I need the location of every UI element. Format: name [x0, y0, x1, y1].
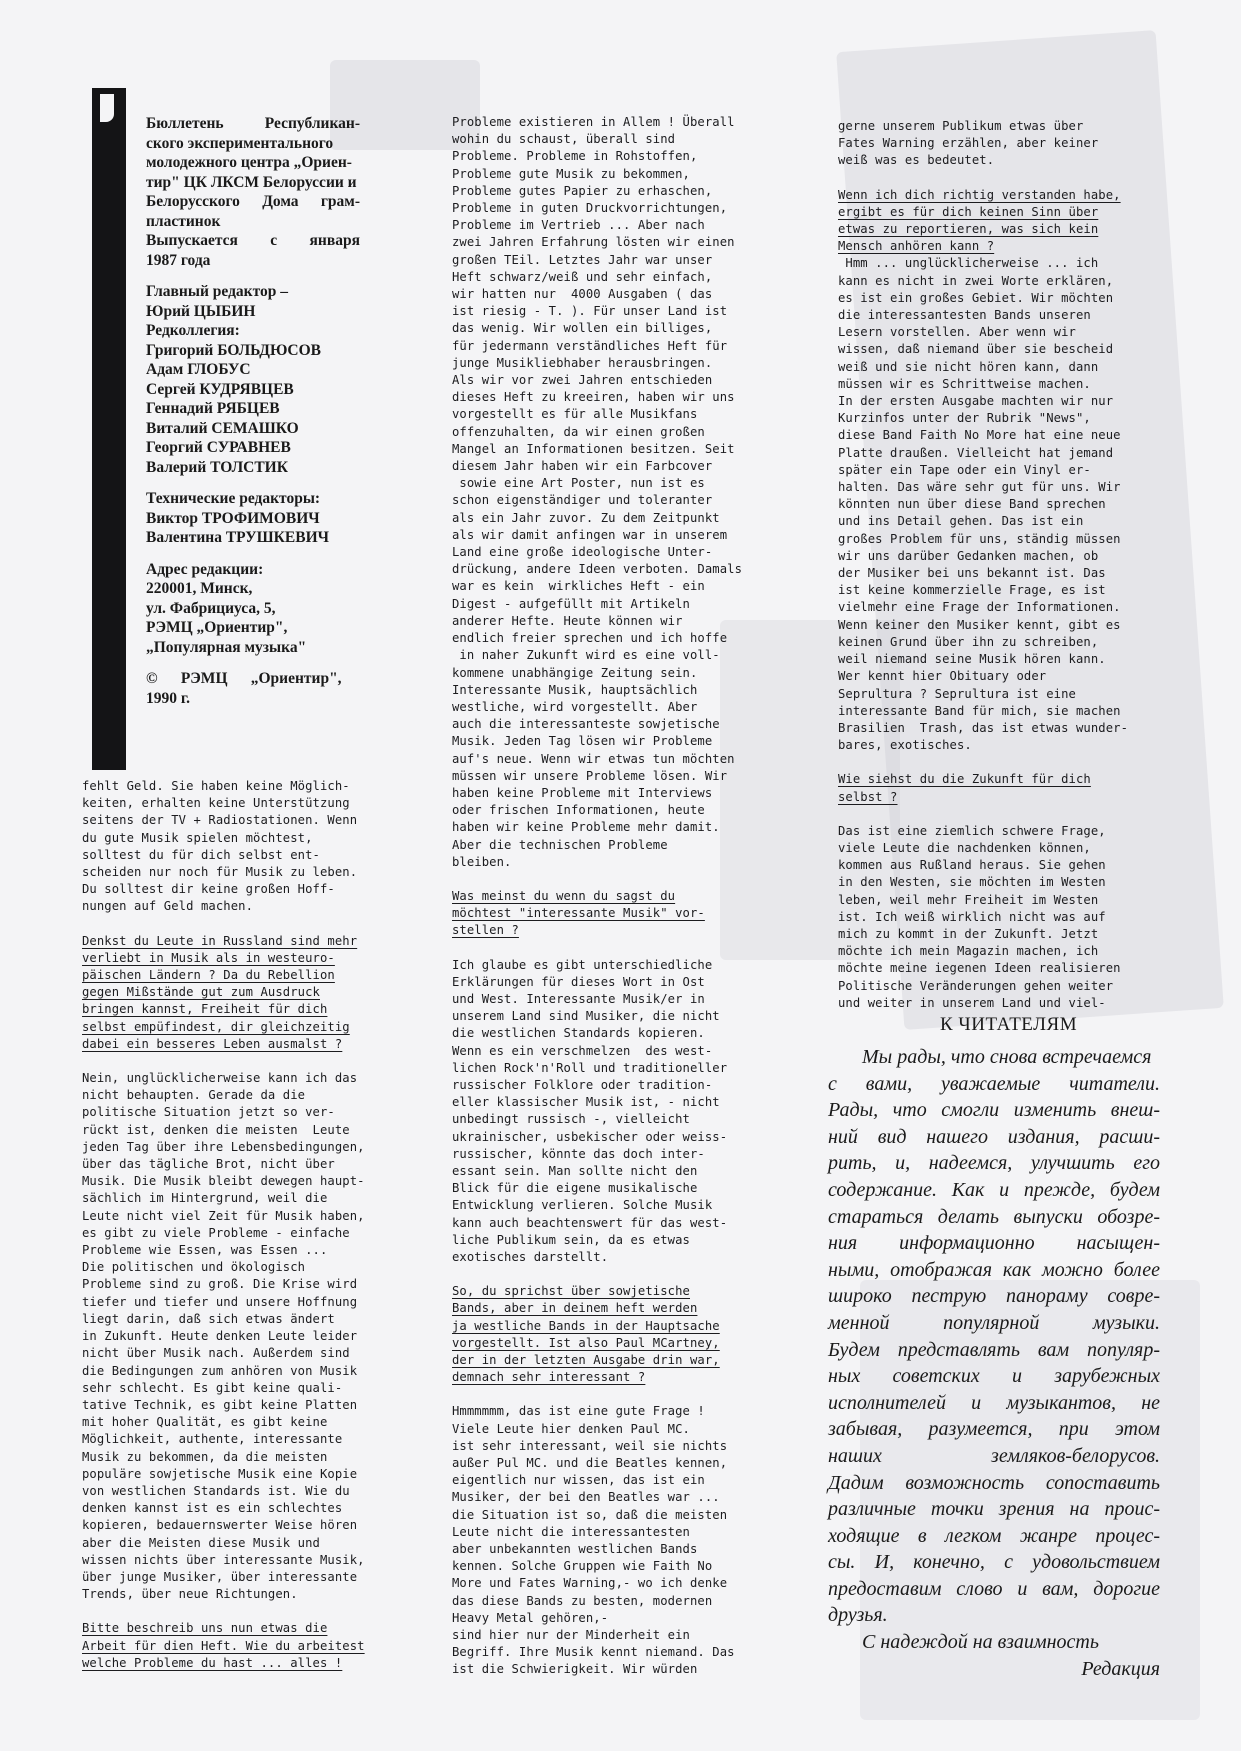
interview-answer-line: großes Problem für uns, ständig müssen: [838, 531, 1121, 546]
interview-answer-line: fehlt Geld. Sie haben keine Möglich-: [82, 779, 350, 793]
interview-question-line: etwas zu reportieren, was sich kein: [838, 222, 1099, 237]
to-readers-line: менной популярной музыки.: [828, 1311, 1160, 1334]
interview-answer-line: denken kannst ist es ein schlechtes: [82, 1501, 343, 1516]
interview-answer-line: sind hier nur der Minderheit ein: [452, 1628, 690, 1643]
interview-question-line: der in der letzten Ausgabe drin war,: [452, 1353, 720, 1368]
interview-question-line: ergibt es für dich keinen Sinn über: [838, 204, 1099, 219]
interview-answer-line: war es kein wirkliches Heft - ein: [452, 579, 705, 594]
interview-answer-line: Kurzinfos unter der Rubrik "News",: [838, 411, 1091, 426]
interview-answer-line: essant sein. Man sollte nicht den: [452, 1163, 698, 1178]
colophon-line: молодежного центра „Ориен-: [146, 154, 352, 171]
paragraph-gap: [838, 806, 1178, 823]
interview-answer-line: Lesern vorstellen. Aber wenn wir: [838, 325, 1076, 340]
paragraph-gap: [452, 1266, 792, 1283]
interview-question-line: Wenn ich dich richtig verstanden habe,: [838, 187, 1121, 202]
interview-answer-line: liegt darin, daß sich etwas ändert: [82, 1311, 335, 1326]
interview-answer-line: Musik. Jeden Tag lösen wir Probleme: [452, 734, 713, 749]
interview-answer-line: viele Leute die nachdenken können,: [838, 840, 1091, 855]
interview-answer-line: haben keine Probleme mit Interviews: [452, 785, 713, 800]
interview-answer-line: Leute nicht die interessantesten: [452, 1524, 690, 1539]
interview-answer-line: kann auch beachtenswert für das west-: [452, 1215, 728, 1230]
interview-answer-line: junge Musikliebhaber herausbringen.: [452, 355, 713, 370]
interview-answer-line: ist sehr interessant, weil sie nichts: [452, 1438, 728, 1453]
interview-answer-line: wohin du schaust, überall sind: [452, 132, 676, 147]
interview-answer-line: später ein Tape oder ein Vinyl er-: [838, 462, 1091, 477]
interview-answer-line: von westlichen Standards ist. Wie du: [82, 1483, 350, 1498]
paragraph-gap: [452, 940, 792, 957]
interview-answer-line: das diese Bands zu besten, modernen: [452, 1593, 713, 1608]
interview-question-line: Bitte beschreib uns nun etwas die: [82, 1621, 328, 1636]
interview-answer-line: Begriff. Ihre Musik kennt niemand. Das: [452, 1645, 735, 1660]
to-readers-section: [828, 1014, 1160, 1682]
interview-answer-line: leben, weil mehr Freiheit im Westen: [838, 892, 1099, 907]
interview-answer-line: großen TEil. Letztes Jahr war unser: [452, 252, 713, 267]
interview-answer-line: Erklärungen für dieses Wort in Ost: [452, 974, 705, 989]
interview-answer-line: vorgestellt es für alle Musikfans: [452, 407, 698, 422]
interview-answer-line: ist riesig - T. ). Für unser Land ist: [452, 304, 728, 319]
to-readers-line: Рады, что смогли изменить внеш-: [828, 1099, 1160, 1122]
colophon-line: Главный редактор –: [146, 283, 288, 300]
interview-answer-line: Hmmmmmm, das ist eine gute Frage !: [452, 1404, 705, 1419]
interview-question-line: Arbeit für dien Heft. Wie du arbeitest: [82, 1638, 365, 1653]
interview-answer-line: oder frischen Informationen, heute: [452, 803, 705, 818]
interview-answer-line: Möglichkeit, authente, interessante: [82, 1432, 343, 1447]
colophon-line: Белорусского Дома грам-: [146, 193, 360, 210]
interview-answer-line: Wer kennt hier Obituary oder: [838, 669, 1047, 684]
interview-answer-line: solltest du für dich selbst ent-: [82, 847, 320, 862]
interview-answer-line: zwei Jahren Erfahrung lösten wir einen: [452, 235, 735, 250]
paragraph-gap: [838, 170, 1178, 187]
interview-answer-line: Heft schwarz/weiß und sehr einfach,: [452, 269, 713, 284]
to-readers-line: ния информационно насыщен-: [828, 1232, 1160, 1255]
interview-answer-line: in Zukunft. Heute denken Leute leider: [82, 1329, 358, 1344]
interview-answer-line: Musik. Die Musik bleibt dewegen haupt-: [82, 1174, 365, 1189]
interview-answer-line: halten. Das wäre sehr gut für uns. Wir: [838, 480, 1121, 495]
to-readers-line: различные точки зрения на проис-: [828, 1498, 1160, 1521]
interview-answer-line: mich zu kommt in der Zukunft. Jetzt: [838, 926, 1099, 941]
interview-answer-line: ist. Ich weiß wirklich nicht was auf: [838, 909, 1106, 924]
interview-answer-line: wissen, daß niemand über sie bescheid: [838, 342, 1114, 357]
paragraph-gap: [838, 754, 1178, 771]
interview-answer-line: lichen Rock'n'Roll und traditioneller: [452, 1060, 728, 1075]
to-readers-line: широко пеструю панораму совре-: [828, 1285, 1160, 1308]
colophon-address: [146, 560, 360, 658]
interview-answer-line: liche Publikum sein, da es etwas: [452, 1232, 690, 1247]
to-readers-line: рить, и, надеемся, улучшить его: [828, 1152, 1160, 1175]
colophon-line: 220001, Минск,: [146, 580, 253, 597]
interview-question-line: möchtest "interessante Musik" vor-: [452, 906, 705, 921]
interview-answer-line: die interessantesten Bands unseren: [838, 308, 1091, 323]
to-readers-line: исполнителей и музыкантов, не: [828, 1391, 1160, 1414]
interview-answer-line: offenzuhalten, da wir einen großen: [452, 424, 705, 439]
colophon-line: Виктор ТРОФИМОВИЧ: [146, 509, 320, 527]
interview-answer-line: Probleme wie Essen, was Essen ...: [82, 1243, 328, 1258]
to-readers-line: содержание. Как и прежде, будем: [828, 1178, 1160, 1201]
interview-answer-line: eigentlich nur wissen, das ist ein: [452, 1473, 705, 1488]
colophon-line: Редколлегия:: [146, 322, 240, 339]
interview-answer-line: schon eigenständiger und toleranter: [452, 493, 713, 508]
interview-answer-line: Wenn es ein verschmelzen des west-: [452, 1043, 713, 1058]
interview-answer-line: russischer, könnte das doch inter-: [452, 1146, 705, 1161]
interview-answer-line: nungen auf Geld machen.: [82, 899, 254, 914]
interview-answer-line: könnten nun über diese Band sprechen: [838, 497, 1106, 512]
interview-answer-line: weiß was es bedeutet.: [838, 153, 995, 168]
colophon-line: Валерий ТОЛСТИК: [146, 458, 288, 476]
interview-answer-line: Viele Leute hier denken Paul MC.: [452, 1421, 690, 1436]
interview-answer-line: als ein Jahr zuvor. Zu dem Zeitpunkt: [452, 510, 720, 525]
interview-answer-line: möchte meine iegenen Ideen realisieren: [838, 961, 1121, 976]
to-readers-line: забывая, разумеется, при этом: [828, 1418, 1160, 1441]
interview-question-line: gegen Mißstände gut zum Ausdruck: [82, 985, 320, 1000]
to-readers-line: стараться делать выпуски обозре-: [828, 1205, 1160, 1228]
interview-answer-line: außer Pul MC. und die Beatles kennen,: [452, 1456, 728, 1471]
to-readers-line: С надеждой на взаимность: [862, 1631, 1099, 1654]
interview-answer-line: die westlichen Standards kopieren.: [452, 1026, 705, 1041]
interview-question-line: So, du sprichst über sowjetische: [452, 1284, 690, 1299]
interview-answer-line: und West. Interessante Musik/er in: [452, 991, 705, 1006]
interview-answer-line: westliche, wird vorgestellt. Aber: [452, 699, 698, 714]
colophon-line: Григорий БОЛЬДЮСОВ: [146, 341, 321, 359]
colophon-editors: [146, 282, 360, 477]
interview-answer-line: und weiter in unserem Land und viel-: [838, 995, 1106, 1010]
to-readers-line: наших земляков-белорусов.: [828, 1444, 1160, 1467]
interview-answer-line: Interessante Musik, hauptsächlich: [452, 682, 698, 697]
colophon-line: Технические редакторы:: [146, 490, 321, 507]
colophon-line: Валентина ТРУШКЕВИЧ: [146, 529, 329, 546]
interview-answer-line: Fates Warning erzählen, aber keiner: [838, 136, 1099, 151]
interview-answer-line: in naher Zukunft wird es eine voll-: [452, 648, 720, 663]
to-readers-line: ний вид нашего издания, расши-: [828, 1125, 1160, 1148]
colophon-line: Виталий СЕМАШКО: [146, 419, 299, 437]
interview-answer-line: keinen Grund über ihn zu schreiben,: [838, 634, 1099, 649]
interview-question-line: stellen ?: [452, 923, 519, 938]
interview-answer-line: kann es nicht in zwei Worte erklären,: [838, 273, 1114, 288]
interview-answer-line: Trends, über neue Richtungen.: [82, 1587, 298, 1602]
interview-answer-line: weiß und sie nicht hören kann, dann: [838, 359, 1099, 374]
interview-answer-line: Probleme. Probleme in Rohstoffen,: [452, 149, 698, 164]
interview-answer-line: unserem Land sind Musiker, die nicht: [452, 1009, 720, 1024]
interview-answer-line: Digest - aufgefüllt mit Artikeln: [452, 596, 690, 611]
interview-question-line: Denkst du Leute in Russland sind mehr: [82, 933, 358, 948]
decorative-bar-notch: [100, 94, 114, 122]
interview-answer-line: Leute nicht viel Zeit für Musik haben,: [82, 1208, 365, 1223]
to-readers-heading: К ЧИТАТЕЛЯМ: [940, 1014, 1078, 1035]
interview-answer-line: kommen aus Rußland heraus. Sie gehen: [838, 858, 1106, 873]
interview-answer-line: wir hatten nur 4000 Ausgaben ( das: [452, 287, 713, 302]
interview-question-line: verliebt in Musik als in westeuro-: [82, 950, 335, 965]
interview-answer-line: Hmm ... unglücklicherweise ... ich: [838, 256, 1099, 271]
interview-answer-line: Probleme existieren in Allem ! Überall: [452, 115, 735, 129]
to-readers-line: ходящие в легком жанре процес-: [828, 1524, 1160, 1547]
interview-answer-line: politische Situation jetzt so ver-: [82, 1105, 335, 1120]
to-readers-text: [828, 1044, 1160, 1656]
interview-answer-line: ukrainischer, usbekischer oder weiss-: [452, 1129, 728, 1144]
interview-answer-line: scheiden nur noch für Musik zu leben.: [82, 865, 358, 880]
interview-answer-line: Die politischen und ökologisch: [82, 1260, 306, 1275]
colophon-line: ского экспериментального: [146, 134, 334, 152]
interview-answer-line: jeden Tag über ihre Lebensbedingungen,: [82, 1139, 365, 1154]
interview-answer-line: Platte draußen. Vielleicht hat jemand: [838, 445, 1114, 460]
interview-answer-line: über das tägliche Brot, nicht über: [82, 1157, 335, 1172]
interview-answer-line: der Musiker bei uns bekannt ist. Das: [838, 566, 1106, 581]
colophon-line: 1987 года: [146, 251, 211, 269]
interview-question-line: ja westliche Bands in der Hauptsache: [452, 1318, 720, 1333]
interview-answer-line: aber unbekannten westlichen Bands: [452, 1542, 698, 1557]
interview-answer-line: seitens der TV + Radiostationen. Wenn: [82, 813, 358, 828]
paragraph-gap: [82, 1603, 402, 1620]
interview-answer-line: diese Band Faith No More hat eine neue: [838, 428, 1121, 443]
interview-answer-line: russischer Folklore oder tradition-: [452, 1077, 713, 1092]
interview-answer-line: More und Fates Warning,- wo ich denke: [452, 1576, 728, 1591]
interview-answer-line: sehr schlecht. Es gibt keine quali-: [82, 1380, 343, 1395]
interview-question-line: selbst empüfindest, dir gleichzeitig: [82, 1019, 350, 1034]
interview-answer-line: tiefer und tiefer und unsere Hoffnung: [82, 1294, 358, 1309]
interview-answer-line: in den Westen, sie möchten im Westen: [838, 875, 1106, 890]
interview-column-3: [838, 118, 1178, 1012]
interview-answer-line: bares, exotisches.: [838, 738, 972, 753]
interview-answer-line: müssen wir es Schrittweise machen.: [838, 376, 1091, 391]
interview-answer-line: aber die Meisten diese Musik und: [82, 1535, 320, 1550]
interview-question-line: selbst ?: [838, 789, 898, 804]
interview-answer-line: ist keine kommerzielle Frage, es ist: [838, 583, 1106, 598]
colophon-copyright: [146, 669, 360, 708]
interview-answer-line: auf's neue. Wenn wir etwas tun möchten: [452, 751, 735, 766]
interview-question-line: päischen Ländern ? Da du Rebellion: [82, 968, 335, 983]
interview-answer-line: Ich glaube es gibt unterschiedliche: [452, 957, 713, 972]
interview-answer-line: Mangel an Informationen besitzen. Seit: [452, 441, 735, 456]
colophon-line: тир" ЦК ЛКСМ Белоруссии и: [146, 173, 357, 191]
interview-answer-line: du gute Musik spielen möchtest,: [82, 830, 313, 845]
interview-answer-line: Probleme gutes Papier zu erhaschen,: [452, 183, 713, 198]
interview-answer-line: exotisches darstellt.: [452, 1250, 609, 1264]
interview-answer-line: müssen wir unsere Probleme lösen. Wir: [452, 768, 728, 783]
to-readers-line: сы. И, конечно, с удовольствием: [828, 1551, 1160, 1574]
interview-answer-line: haben wir keine Probleme mehr damit.: [452, 820, 720, 835]
paragraph-gap: [82, 1053, 402, 1070]
interview-answer-line: populäre sowjetische Musik eine Kopie: [82, 1466, 358, 1481]
interview-answer-line: anderer Hefte. Heute können wir: [452, 613, 683, 628]
interview-answer-line: Du solltest dir keine großen Hoff-: [82, 882, 335, 897]
interview-answer-line: kennen. Solche Gruppen wie Faith No: [452, 1559, 713, 1574]
interview-answer-line: es ist ein großes Gebiet. Wir möchten: [838, 290, 1114, 305]
colophon-line: Георгий СУРАВНЕВ: [146, 439, 291, 456]
to-readers-line: Будем представлять вам популяр-: [828, 1338, 1160, 1361]
interview-question-line: dabei ein besseres Leben ausmalst ?: [82, 1036, 343, 1051]
interview-answer-line: möchte ich mein Magazin machen, ich: [838, 944, 1099, 959]
interview-answer-line: gerne unserem Publikum etwas über: [838, 119, 1084, 133]
interview-answer-line: Nein, unglücklicherweise kann ich das: [82, 1071, 358, 1086]
colophon-line: „Популярная музыка": [146, 638, 307, 656]
colophon-line: 1990 г.: [146, 689, 191, 707]
interview-answer-line: drückung, andere Ideen verboten. Damals: [452, 562, 743, 577]
interview-answer-line: interessante Band für mich, sie machen: [838, 703, 1121, 718]
interview-answer-line: nicht behaupten. Gerade da die: [82, 1088, 306, 1103]
interview-answer-line: keiten, erhalten keine Unterstützung: [82, 796, 350, 811]
interview-answer-line: weil niemand seine Musik hören kann.: [838, 652, 1106, 667]
colophon-intro: [146, 114, 360, 270]
interview-question-line: Mensch anhören kann ?: [838, 239, 995, 254]
interview-answer-line: Blick für die eigene musikalische: [452, 1181, 698, 1196]
interview-answer-line: vielmehr eine Frage der Informationen.: [838, 600, 1121, 615]
interview-answer-line: rückt ist, denken die meisten Leute: [82, 1122, 350, 1137]
interview-answer-line: endlich freier sprechen und ich hoffe: [452, 631, 728, 646]
to-readers-line: ными, отображая как можно более: [828, 1258, 1160, 1281]
colophon-line: Адам ГЛОБУС: [146, 361, 251, 378]
interview-answer-line: die Bedingungen zum anhören von Musik: [82, 1363, 358, 1378]
interview-question-line: welche Probleme du hast ... alles !: [82, 1655, 343, 1670]
interview-answer-line: Entwicklung verlieren. Solche Musik: [452, 1198, 713, 1213]
interview-answer-line: auch die interessanteste sowjetische: [452, 717, 720, 732]
to-readers-line: Дадим возможность сопоставить: [828, 1471, 1160, 1494]
interview-answer-line: als wir damit anfingen war in unserem: [452, 527, 728, 542]
interview-answer-line: Wenn keiner den Musiker kennt, gibt es: [838, 617, 1121, 632]
to-readers-line: ных советских и зарубежных: [828, 1365, 1160, 1388]
interview-answer-line: Probleme sind zu groß. Die Krise wird: [82, 1277, 358, 1292]
interview-answer-line: Probleme gute Musik zu bekommen,: [452, 166, 690, 181]
interview-answer-line: kommene unabhängige Zeitung sein.: [452, 665, 698, 680]
interview-answer-line: Politische Veränderungen gehen weiter: [838, 978, 1114, 993]
interview-answer-line: Brasilien Trash, das ist etwas wunder-: [838, 720, 1129, 735]
interview-answer-line: Das ist eine ziemlich schwere Frage,: [838, 823, 1106, 838]
interview-answer-line: mit hoher Qualität, es gibt keine: [82, 1415, 328, 1430]
interview-answer-line: sächlich im Hintergrund, weil die: [82, 1191, 328, 1206]
interview-answer-line: das wenig. Wir wollen ein billiges,: [452, 321, 713, 336]
interview-answer-line: Heavy Metal gehören,-: [452, 1610, 609, 1625]
paragraph-gap: [452, 1386, 792, 1403]
interview-answer-line: unbedingt russisch -, vielleicht: [452, 1112, 690, 1127]
paragraph-gap: [82, 916, 402, 933]
colophon-line: ул. Фабрициуса, 5,: [146, 599, 276, 617]
colophon-line: Геннадий РЯБЦЕВ: [146, 400, 280, 417]
interview-answer-line: für jedermann verständliches Heft für: [452, 338, 728, 353]
interview-answer-line: Land eine große ideologische Unter-: [452, 545, 713, 560]
interview-question-line: Wie siehst du die Zukunft für dich: [838, 772, 1091, 787]
colophon-line: © РЭМЦ „Ориентир",: [146, 670, 342, 687]
interview-answer-line: diesem Jahr haben wir ein Farbcover: [452, 459, 713, 474]
colophon-tech-editors: [146, 489, 360, 548]
colophon-line: пластинок: [146, 212, 221, 230]
interview-answer-line: In der ersten Ausgabe machten wir nur: [838, 394, 1114, 409]
to-readers-line: предоставим слово и вам, дорогие: [828, 1577, 1160, 1600]
interview-answer-line: bleiben.: [452, 854, 512, 869]
interview-answer-line: und ins Detail gehen. Das ist ein: [838, 514, 1084, 529]
interview-answer-line: Musik zu bekommen, da die meisten: [82, 1449, 328, 1464]
interview-answer-line: Probleme in guten Druckvorrichtungen,: [452, 201, 728, 216]
interview-answer-line: tative Technik, es gibt keine Platten: [82, 1397, 358, 1412]
to-readers-line: Мы рады, что снова встречаемся: [862, 1046, 1152, 1068]
interview-column-1: [82, 778, 402, 1672]
to-readers-line: друзья.: [828, 1604, 888, 1627]
interview-answer-line: wissen nichts über interessante Musik,: [82, 1552, 365, 1567]
interview-column-2: [452, 114, 792, 1679]
interview-question-line: demnach sehr interessant ?: [452, 1370, 646, 1385]
interview-question-line: Was meinst du wenn du sagst du: [452, 888, 676, 903]
interview-answer-line: Seprultura ? Seprultura ist eine: [838, 686, 1076, 701]
colophon-line: РЭМЦ „Ориентир",: [146, 619, 288, 636]
colophon-line: Юрий ЦЫБИН: [146, 302, 256, 320]
interview-answer-line: dieses Heft zu kreeiren, haben wir uns: [452, 390, 735, 405]
interview-answer-line: über junge Musiker, über interessante: [82, 1569, 358, 1584]
colophon-line: Выпускается с января: [146, 232, 360, 249]
interview-answer-line: Als wir vor zwei Jahren entschieden: [452, 373, 713, 388]
to-readers-line: с вами, уважаемые читатели.: [828, 1072, 1160, 1095]
interview-answer-line: wir uns darüber Gedanken machen, ob: [838, 548, 1099, 563]
interview-answer-line: nicht über Musik nach. Außerdem sind: [82, 1346, 350, 1361]
interview-question-line: bringen kannst, Freiheit für dich: [82, 1002, 328, 1017]
interview-answer-line: ist die Schwierigkeit. Wir würden: [452, 1662, 698, 1677]
interview-answer-line: die Situation ist so, daß die meisten: [452, 1507, 728, 1522]
interview-answer-line: Probleme im Vertrieb ... Aber nach: [452, 218, 705, 233]
interview-answer-line: sowie eine Art Poster, nun ist es: [452, 476, 705, 491]
to-readers-signature: Редакция: [1081, 1657, 1160, 1680]
interview-answer-line: Aber die technischen Probleme: [452, 837, 668, 852]
decorative-black-bar: [92, 88, 126, 770]
colophon-line: Сергей КУДРЯВЦЕВ: [146, 380, 294, 398]
interview-question-line: vorgestellt. Ist also Paul MCartney,: [452, 1335, 720, 1350]
interview-answer-line: es gibt zu viele Probleme - einfache: [82, 1225, 350, 1240]
interview-answer-line: eller klassischer Musik ist, - nicht: [452, 1095, 720, 1110]
interview-answer-line: Musiker, der bei den Beatles war ...: [452, 1490, 720, 1505]
paragraph-gap: [452, 871, 792, 888]
interview-answer-line: kopieren, bedauernswerter Weise hören: [82, 1518, 358, 1533]
colophon: [146, 114, 360, 720]
colophon-line: Бюллетень Республикан-: [146, 115, 360, 132]
interview-question-line: Bands, aber in deinem heft werden: [452, 1301, 698, 1316]
colophon-line: Адрес редакции:: [146, 560, 264, 578]
